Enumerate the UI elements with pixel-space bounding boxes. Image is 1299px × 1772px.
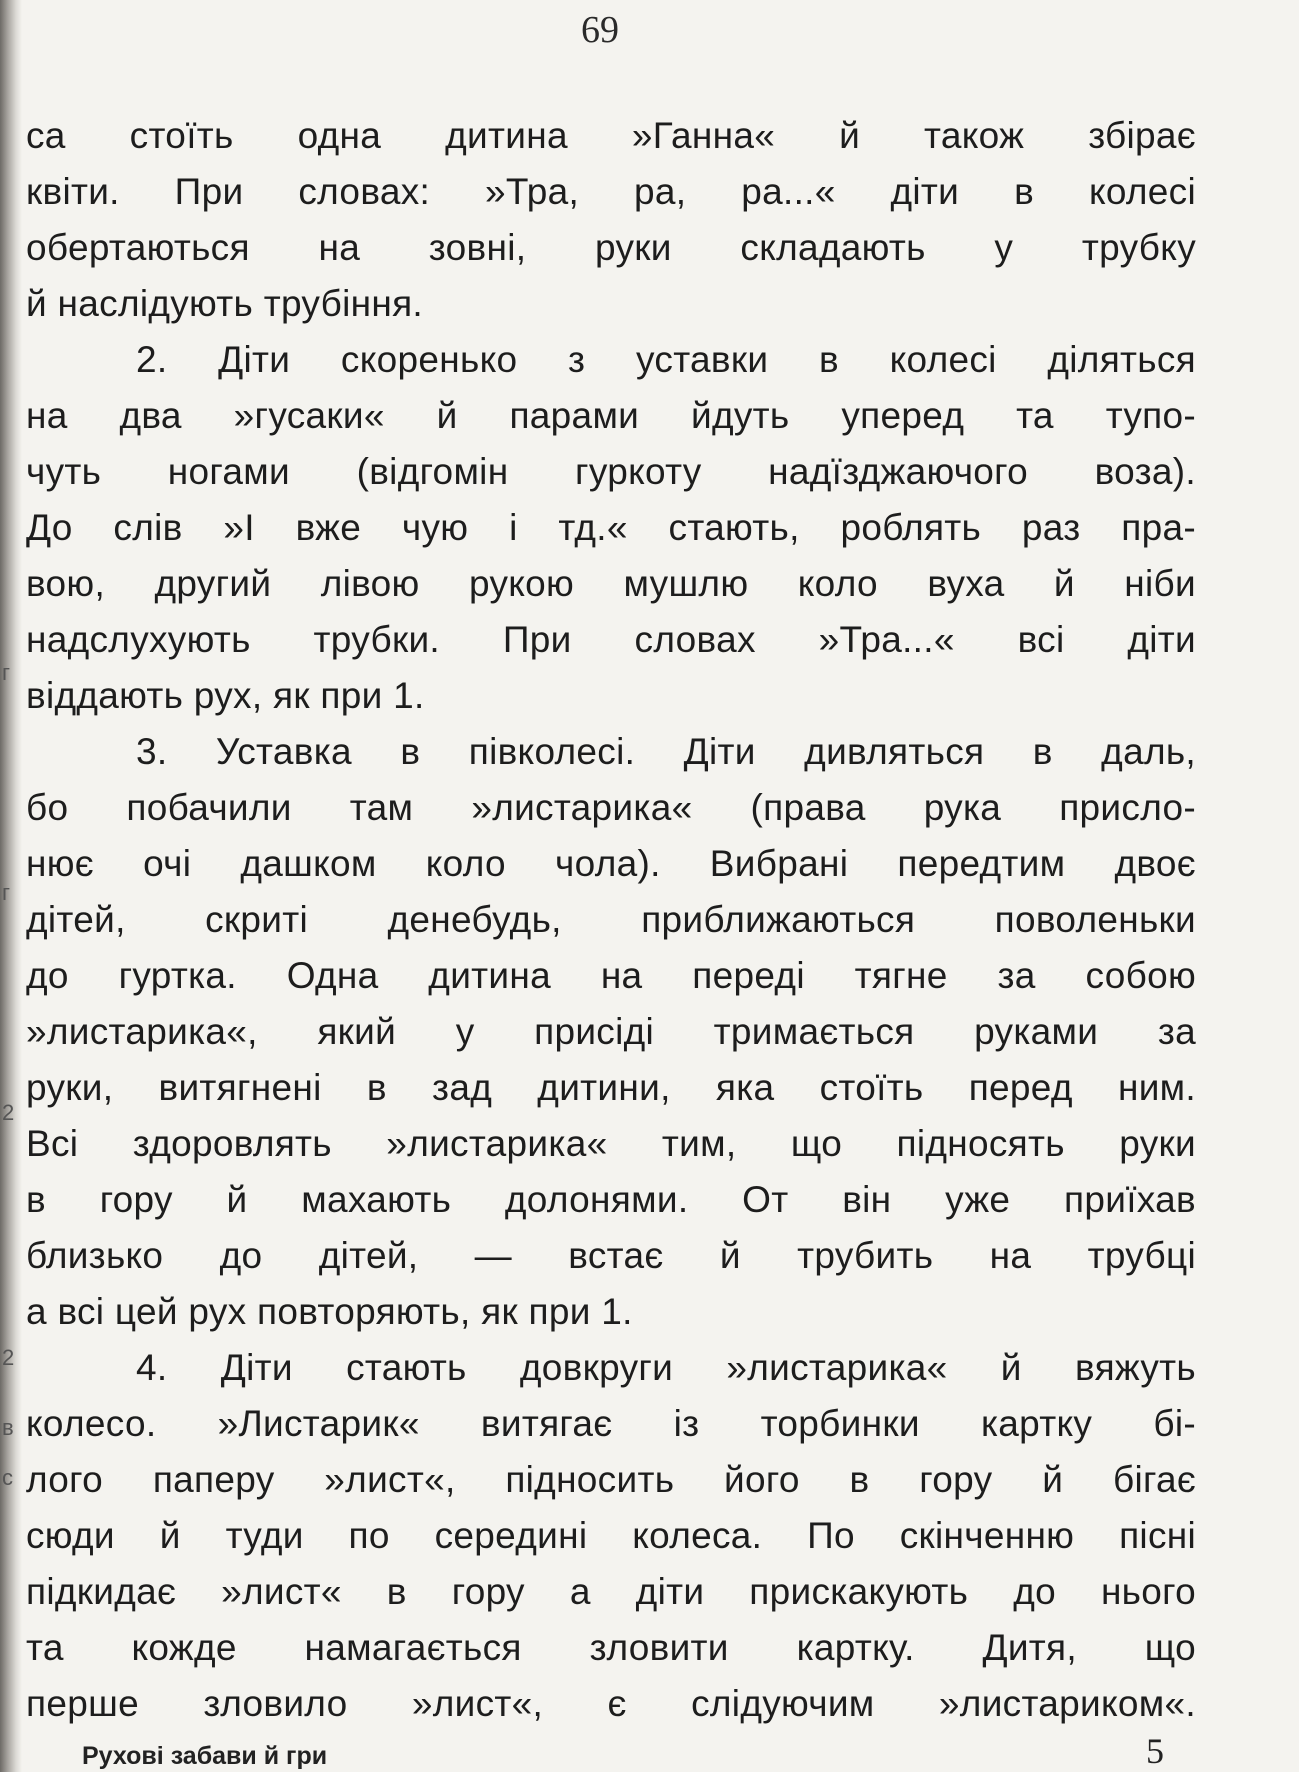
text-line: підкидає »лист« в гору а діти прискакують до нього xyxy=(26,1571,1196,1612)
text-line: й наслідують трубіння. xyxy=(26,283,424,324)
text-line: са стоїть одна дитина »Ганна« й також збірає xyxy=(26,115,1196,156)
text-line: а всі цей рух повторяють, як при 1. xyxy=(26,1291,633,1332)
text-line: та кожде намагається зловити картку. Дитя, що xyxy=(26,1627,1196,1668)
text-line: перше зловило »лист«, є слідуючим »листариком«. xyxy=(26,1683,1196,1724)
text-line: бо побачили там »листарика« (права рука присло- xyxy=(26,787,1196,828)
text-line: до гуртка. Одна дитина на переді тягне за собою xyxy=(26,955,1196,996)
margin-mark: в xyxy=(2,1415,14,1440)
text-line: руки, витягнені в зад дитини, яка стоїть перед ним. xyxy=(26,1067,1196,1108)
paragraph-1 xyxy=(26,108,1196,332)
text-line: нює очі дашком коло чола). Вибрані передтим двоє xyxy=(26,843,1196,884)
text-line: 3. Уставка в півколесі. Діти дивляться в даль, xyxy=(136,731,1196,772)
text-line: сюди й туди по середині колеса. По скінченню пісні xyxy=(26,1515,1196,1556)
text-line: До слів »І вже чую і тд.« стають, роблять раз пра- xyxy=(26,507,1196,548)
text-line: чуть ногами (відгомін гуркоту надїзджаючого воза). xyxy=(26,451,1196,492)
text-line: квіти. При словах: »Тра, ра, ра...« діти в колесі xyxy=(26,171,1196,212)
page-number: 69 xyxy=(581,9,619,51)
footer-signature-mark: 5 xyxy=(1146,1731,1164,1771)
text-line: дітей, скриті денебудь, приближаються поволеньки xyxy=(26,899,1196,940)
text-line: в гору й махають долонями. От він уже приїхав xyxy=(26,1179,1196,1220)
text-line: близько до дітей, — встає й трубить на трубці xyxy=(26,1235,1196,1276)
text-line: на два »гусаки« й парами йдуть уперед та тупо- xyxy=(26,395,1196,436)
paragraph-2 xyxy=(26,332,1196,724)
text-line: обертаються на зовні, руки складають у трубку xyxy=(26,227,1196,268)
margin-mark: 2 xyxy=(2,1100,15,1125)
margin-mark: 2 xyxy=(2,1345,15,1370)
text-line: лого паперу »лист«, підносить його в гору й бігає xyxy=(26,1459,1196,1500)
paragraph-3 xyxy=(26,724,1196,1340)
text-line: Всі здоровлять »листарика« тим, що підносять руки xyxy=(26,1123,1196,1164)
paragraph-4 xyxy=(26,1340,1196,1732)
body-text xyxy=(26,108,1196,1732)
footer-book-title: Рухові забави й гри xyxy=(82,1742,328,1770)
margin-mark: с xyxy=(2,1465,13,1490)
text-line: віддають рух, як при 1. xyxy=(26,675,425,716)
text-line: колесо. »Листарик« витягає із торбинки картку бі- xyxy=(26,1403,1196,1444)
margin-mark: г xyxy=(2,880,11,905)
text-line: 4. Діти стають довкруги »листарика« й вяжуть xyxy=(136,1347,1196,1388)
text-line: 2. Діти скоренько з уставки в колесі діляться xyxy=(136,339,1196,380)
text-line: вою, другий лівою рукою мушлю коло вуха й ніби xyxy=(26,563,1196,604)
text-line: »листарика«, який у присіді тримається руками за xyxy=(26,1011,1196,1052)
margin-mark: г xyxy=(2,660,11,685)
text-line: надслухують трубки. При словах »Тра...« всі діти xyxy=(26,619,1196,660)
